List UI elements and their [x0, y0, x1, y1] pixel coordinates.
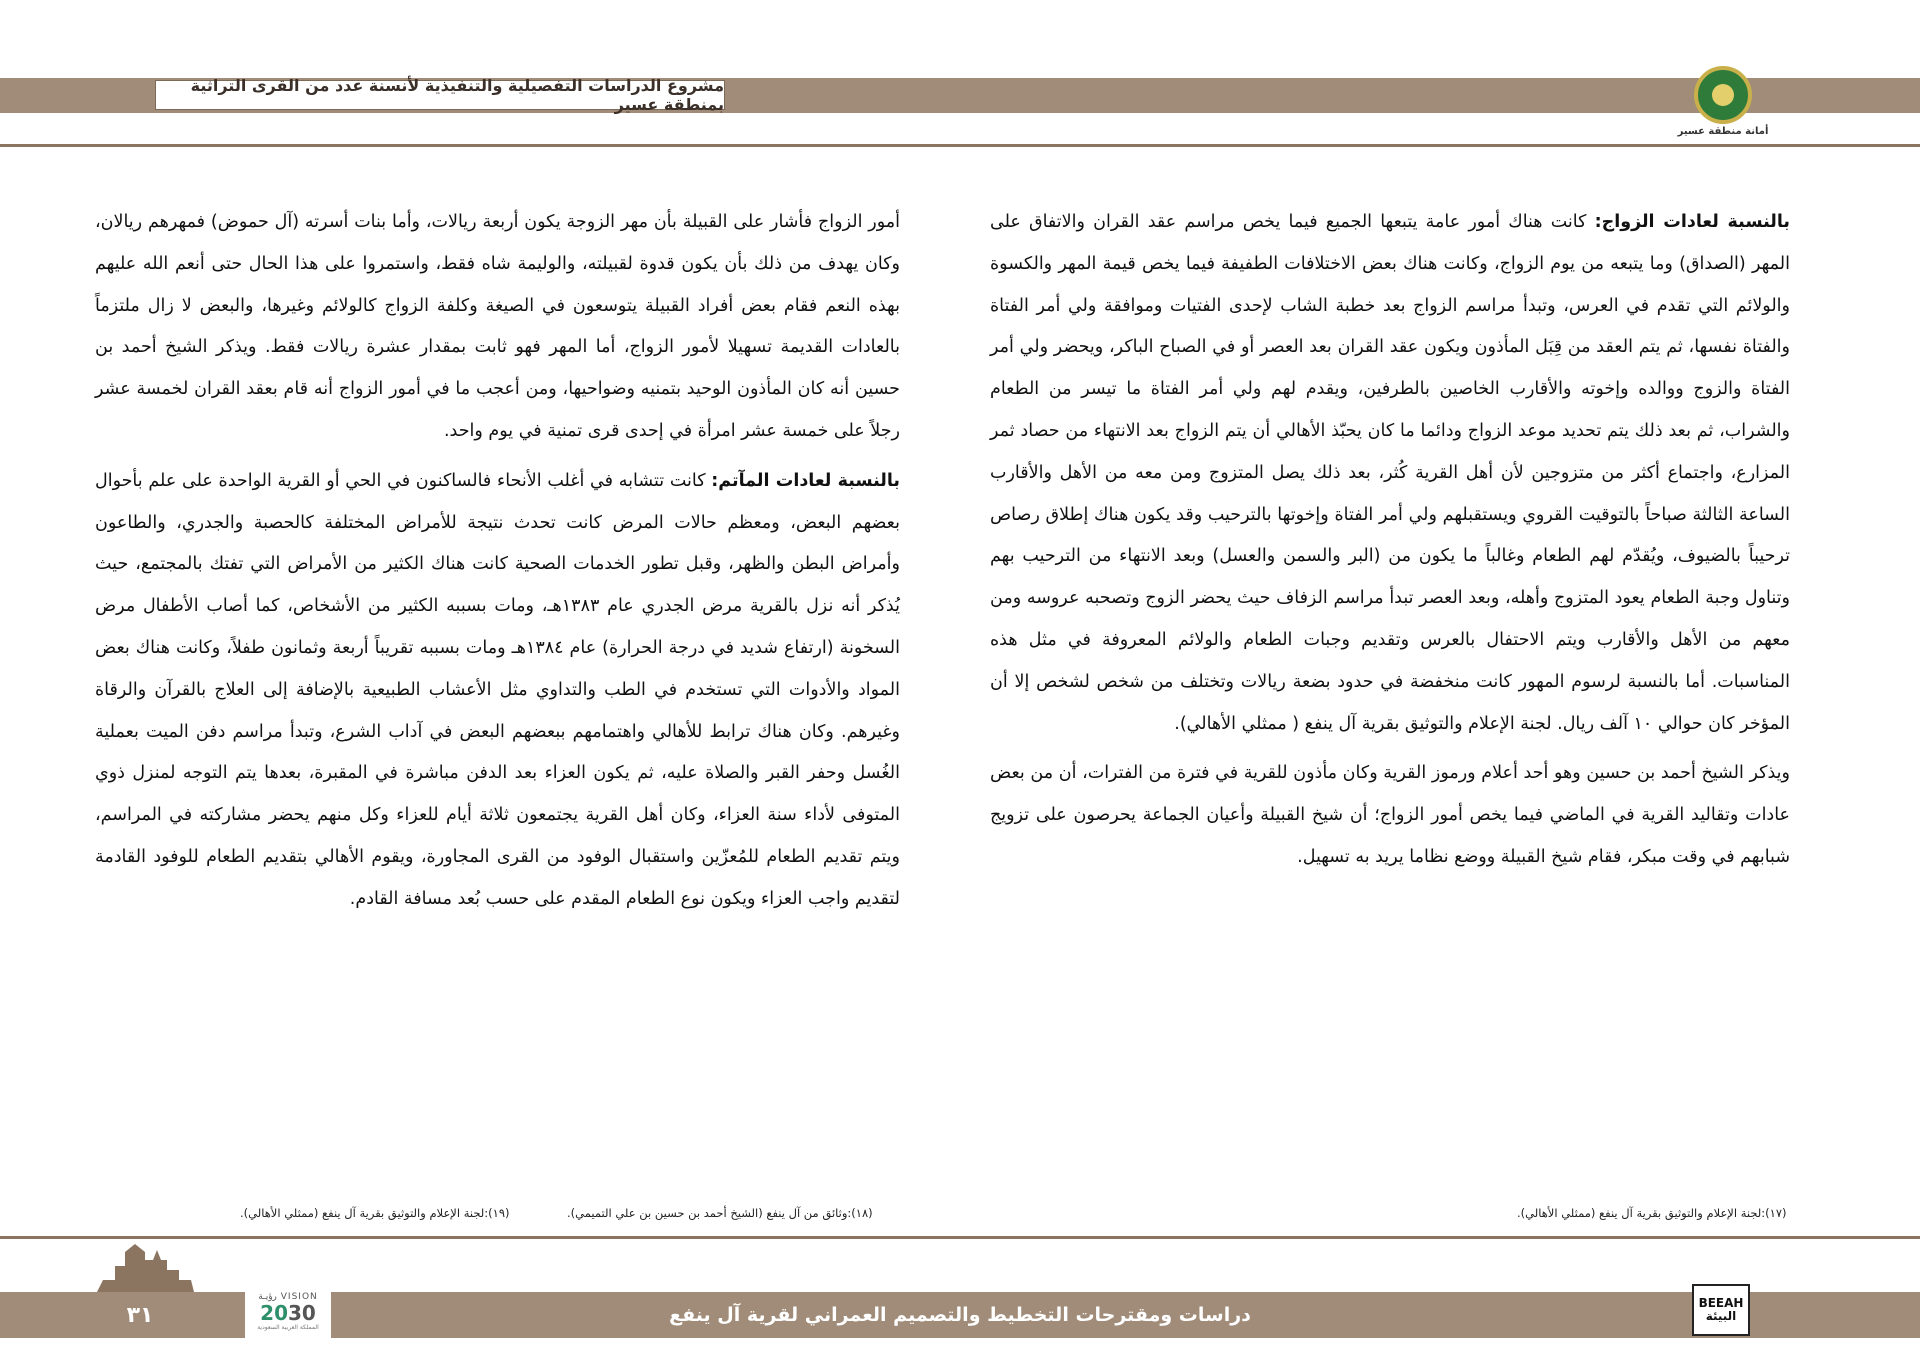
beeah-logo	[1692, 1284, 1750, 1336]
page-number: ٣١	[126, 1302, 154, 1328]
vision-label: VISION رؤيـة	[258, 1291, 318, 1302]
funeral-customs-paragraph	[95, 461, 900, 921]
heritage-castle-icon	[95, 1240, 195, 1296]
beeah-latin: BEEAH	[1698, 1296, 1744, 1310]
vision-year	[260, 1302, 316, 1324]
footer-title: دراسات ومقترحات التخطيط والتصميم العمراني لقرية آل ينفع	[669, 1304, 1251, 1326]
wedding-customs-heading: بالنسبة لعادات الزواج:	[1594, 212, 1790, 232]
wedding-customs-paragraph	[990, 202, 1790, 745]
vision-year-b: 0	[274, 1300, 288, 1325]
project-title: مشروع الدراسات التفصيلية والتنفيذية لأنسنة عدد من القرى التراثية بمنطقة عسير	[155, 80, 725, 110]
footer-divider	[0, 1236, 1920, 1239]
logo-caption: أمانة منطقة عسير	[1677, 126, 1769, 137]
left-column	[95, 202, 900, 929]
sheikh-account-paragraph: ويذكر الشيخ أحمد بن حسين وهو أحد أعلام ورموز القرية وكان مأذون للقرية في فترة من الفترات، أن من بعض عادات وتقاليد القرية في الماضي فيما يخص أمور الزواج؛ أن شيخ القبيلة وأعيان الجماعة يحرصون على تزويج شبابهم في وقت مبكر، فقام شيخ القبيلة ووضع نظاما يريد به تسهيل.	[990, 763, 1790, 867]
wedding-customs-text: كانت هناك أمور عامة يتبعها الجميع فيما يخص مراسم عقد القران والاتفاق على المهر (الصداق) وما يتبعه من يوم الزواج، وكانت هناك بعض الاختلافات الطفيفة فيما يخص قيمة المهر والكسوة والولائم التي تقدم في العرس، وتبدأ مراسم الزواج بعد خطبة الشاب لإحدى الفتيات وموافقة ولي أمر الفتاة والفتاة نفسها، ثم يتم العقد من قِبَل المأذون ويكون عقد القران بعد العصر أو في الصباح الباكر، ويحضر ولي أمر الفتاة والزوج ووالده وإخوته والأقارب الخاصين بالطرفين، ويقدم لهم ولي أمر الفتاة ما تيسر من الطعام والشراب، ثم بعد ذلك يتم تحديد موعد الزواج ودائما ما كان يحبّذ الأهالي أن يتم الزواج بعد الانتهاء من حصاد ثمر المزارع، واجتماع أكثر من متزوجين لأن أهل القرية كُثر، بعد ذلك يصل المتزوج ومن معه من الأهل والأقارب الساعة الثالثة صباحاً بالتوقيت القروي ويستقبلهم ولي أمر الفتاة وإخوتها بالترحيب وقد يكون هناك إطلاق رصاص ترحيباً بالضيوف، ويُقدّم لهم الطعام وغالباً ما يكون من (البر والسمن والعسل) وبعد الانتهاء من الترحيب بهم وتناول وجبة الطعام يعود المتزوج وأهله، وبعد العصر تبدأ مراسم الزفاف حيث يحضر الزوج وتصحبه عروسه ومن معهم من الأهل والأقارب ويتم الاحتفال بالعرس وتقديم وجبات الطعام والولائم المعروفة في مثل هذه المناسبات. أما بالنسبة لرسوم المهور كانت منخفضة في حدود بضعة ريالات وتختلف من شخص لشخص إلا أن المؤخر كان حوالي ١٠ آلف ريال. لجنة الإعلام والتوثيق بقرية آل ينفع ( ممثلي الأهالي).	[990, 212, 1790, 734]
header-divider	[0, 144, 1920, 147]
emblem-icon	[1694, 66, 1752, 124]
footnote-19: (١٩):لجنة الإعلام والتوثيق بقرية آل ينفع (ممثلي الأهالي).	[240, 1206, 510, 1220]
footnote-17: (١٧):لجنة الإعلام والتوثيق بقرية آل ينفع (ممثلي الأهالي).	[1517, 1206, 1787, 1220]
beeah-arabic: البيئة	[1705, 1309, 1737, 1323]
right-column	[990, 202, 1790, 887]
municipality-logo	[1677, 66, 1769, 144]
vision-year-c: 30	[288, 1300, 316, 1325]
dowry-paragraph: أمور الزواج فأشار على القبيلة بأن مهر الزوجة يكون أربعة ريالات، وأما بنات أسرته (آل حموض) فمهرهم ريالان، وكان يهدف من ذلك بأن يكون قدوة لقبيلته، والوليمة شاه فقط، واستمروا على هذا الحال حتى أنعم الله عليهم بهذه النعم فقام بعض أفراد القبيلة يتوسعون في الصيغة وكلفة الزواج كالولائم وغيرها، والبعض لا زال ملتزماً بالعادات القديمة تسهيلا لأمور الزواج، أما المهر فهو ثابت بمقدار عشرة ريالات فقط. ويذكر الشيخ أحمد بن حسين أنه كان المأذون الوحيد بتمنيه وضواحيها، ومن أعجب ما في أمور الزواج أنه قام بعقد القران لخمسة عشر رجلاً على خمسة عشر امرأة في إحدى قرى تمنية في يوم واحد.	[95, 212, 900, 441]
funeral-customs-text: كانت تتشابه في أغلب الأنحاء فالساكنون في الحي أو القرية الواحدة على علم بأحوال بعضهم البعض، ومعظم حالات المرض كانت تحدث نتيجة للأمراض المختلفة كالحصبة والجدري، والطاعون وأمراض البطن والظهر، وقبل تطور الخدمات الصحية كانت هناك الكثير من الأمراض التي تفتك بالمجتمع، حيث يُذكر أنه نزل بالقرية مرض الجدري عام ١٣٨٣هـ، ومات بسببه الكثير من الأشخاص، كما أصاب الأطفال مرض السخونة (ارتفاع شديد في درجة الحرارة) عام ١٣٨٤هـ ومات بسببه تقريباً أربعة وثمانون طفلاً، وكانت هناك بعض المواد والأدوات التي تستخدم في الطب والتداوي مثل الأعشاب الطبيعية بالإضافة إلى العلاج بالقرآن والرقاة وغيرهم. وكان هناك ترابط للأهالي واهتمامهم ببعضهم البعض في آداب الشرع، وتبدأ مراسم دفن الميت بعملية الغُسل وحفر القبر والصلاة عليه، ثم يكون العزاء بعد الدفن مباشرة في المقبرة، بعدها يتم التوجه لمنزل ذوي المتوفى لأداء سنة العزاء، وكان أهل القرية يجتمعون ثلاثة أيام للعزاء وكل منهم يحضر مشاركته في المراسم، ويتم تقديم الطعام للمُعزّين واستقبال الوفود من القرى المجاورة، ويقوم الأهالي بتقديم الطعام للوفود القادمة لتقديم واجب العزاء ويكون نوع الطعام المقدم على حسب بُعد مسافة القادم.	[95, 470, 900, 909]
footnote-18: (١٨):وثائق من آل ينفع (الشيخ أحمد بن حسين بن علي التميمي).	[567, 1206, 873, 1220]
vision-2030-logo	[245, 1282, 331, 1340]
funeral-customs-heading: بالنسبة لعادات المآتم:	[711, 470, 901, 491]
vision-year-a: 2	[260, 1300, 275, 1325]
vision-subtitle: المملكة العربية السعودية	[257, 1323, 319, 1331]
